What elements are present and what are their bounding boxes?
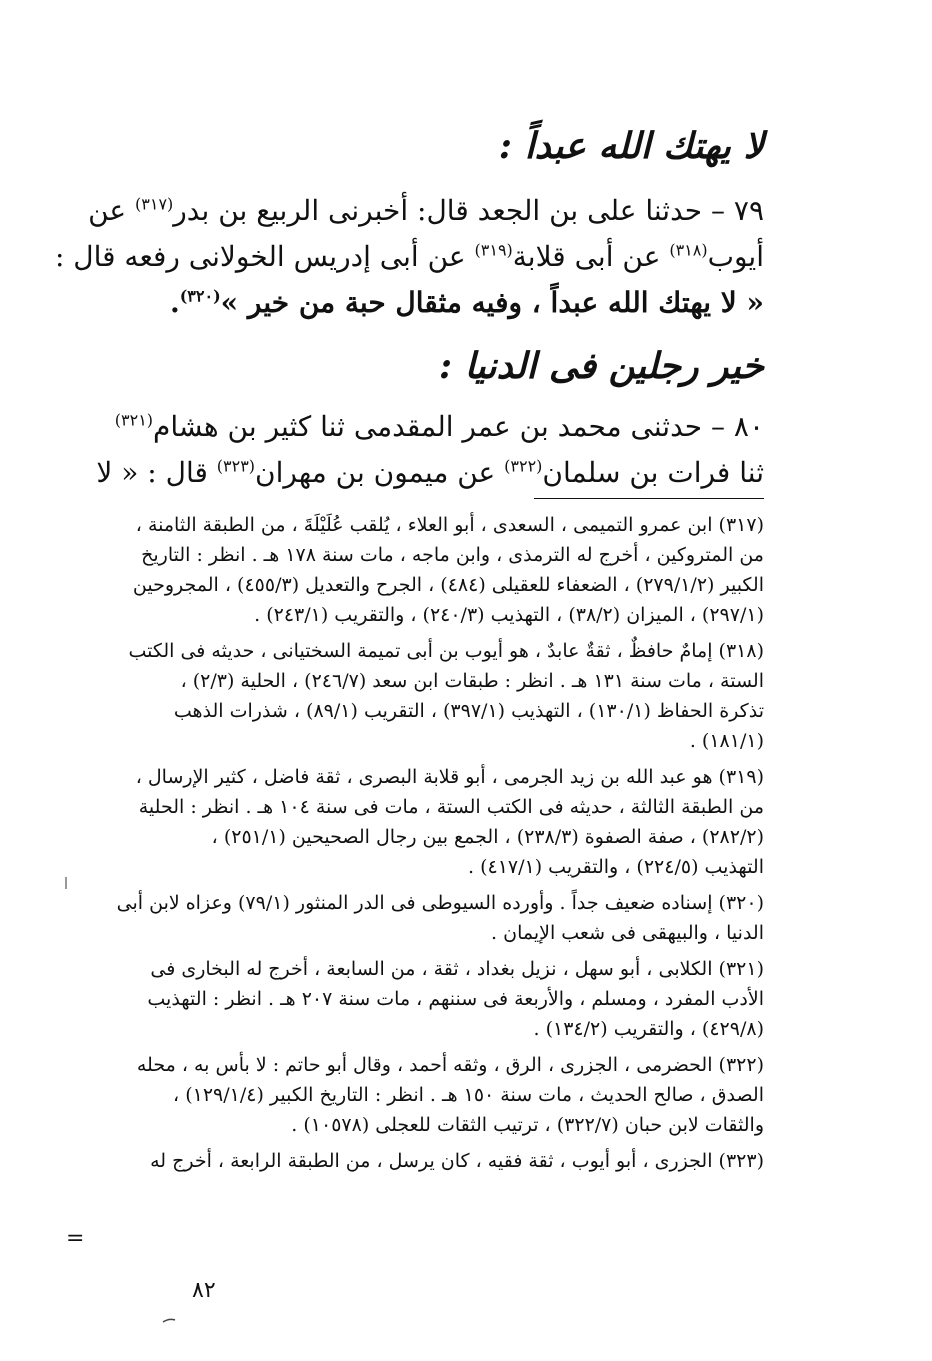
footnote-ref-318[interactable]: (٣١٨): [669, 240, 708, 260]
footnote-line: (٣٢١) الكلابى ، أبو سهل ، نزيل بغداد ، ثقة ، من السابعة ، أخرج له البخارى فى: [150, 958, 764, 980]
scan-speck: [163, 1319, 175, 1322]
footnote-line: (٣٢٠) إسناده ضعيف جداً . وأورده السيوطى فى الدر المنثور (٧٩/١) وعزاه لابن أبى: [116, 892, 764, 914]
section-heading-1: لا يهتك الله عبداً :: [498, 125, 764, 167]
footnote-line: من الطبقة الثالثة ، حديثه فى الكتب الستة ، مات فى سنة ١٠٤ هـ . انظر : الحلية: [138, 796, 764, 818]
footnote-ref-323[interactable]: (٣٢٣): [216, 456, 256, 476]
footnote-ref-321[interactable]: (٣٢١): [114, 410, 154, 430]
footnote-line: التهذيب (٢٢٤/٥) ، والتقريب (٤١٧/١) .: [468, 856, 764, 878]
footnote-line: تذكرة الحفاظ (١٣٠/١) ، التهذيب (٣٩٧/١) ، التقريب (٨٩/١) ، شذرات الذهب: [173, 700, 764, 722]
footnote-line: الأدب المفرد ، ومسلم ، والأربعة فى سننهم ، مات سنة ٢٠٧ هـ . انظر : التهذيب: [147, 988, 764, 1010]
hadith-79-quote: « لا يهتك الله عبداً ، وفيه مثقال حبة من خير »$^{(٣٢٠)}$.: [169, 286, 764, 319]
footnote-line: (٣١٨) إمامٌ حافظٌ ، ثقةٌ عابدٌ ، هو أيوب بن أبى تميمة السختيانى ، حديثه فى الكتب: [128, 640, 764, 662]
footnote-ref-320[interactable]: (٣٢٠): [179, 286, 221, 306]
footnote-line: (٣٢٢) الحضرمى ، الجزرى ، الرق ، وثقه أحمد ، وقال أبو حاتم : لا بأس به ، محله: [136, 1054, 764, 1076]
footnote-line: (٣١٧) ابن عمرو التميمى ، السعدى ، أبو العلاء ، يُلقب عُلَيْلَةَ ، من الطبقة الثامنة ،: [135, 514, 764, 536]
footnote-line: والثقات لابن حبان (٣٢٢/٧) ، ترتيب الثقات للعجلى (١٠٥٧٨) .: [291, 1114, 764, 1136]
hadith-79-line-1: ٧٩ – حدثنا على بن الجعد قال: أخبرنى الربيع بن بدر$^{(٣١٧)}$ عن: [88, 194, 764, 227]
footnote-line: (٢٩٧/١) ، الميزان (٣٨/٢) ، التهذيب (٢٤٠/٣) ، والتقريب (٢٤٣/١) .: [254, 604, 764, 626]
footnote-line: (١٨١/١) .: [689, 730, 764, 752]
footnote-line: (٤٢٩/٨) ، والتقريب (١٣٤/٢) .: [533, 1018, 764, 1040]
footnote-line: الستة ، مات سنة ١٣١ هـ . انظر : طبقات ابن سعد (٢٤٦/٧) ، الحلية (٢/٣) ،: [180, 670, 764, 692]
footnote-ref-317[interactable]: (٣١٧): [135, 194, 174, 214]
footnote-line: الصدق ، صالح الحديث ، مات سنة ١٥٠ هـ . انظر : التاريخ الكبير (١٢٩/١/٤) ،: [173, 1084, 764, 1106]
footnote-line: (٢٨٢/٢) ، صفة الصفوة (٢٣٨/٣) ، الجمع بين رجال الصحيحين (٢٥١/١) ،: [211, 826, 764, 848]
hadith-79-line-2: أيوب$^{(٣١٨)}$ عن أبى قلابة$^{(٣١٩)}$ عن أبى إدريس الخولانى رفعه قال :: [54, 240, 764, 273]
hadith-80-line-1: ٨٠ – حدثنى محمد بن عمر المقدمى ثنا كثير بن هشام$^{(٣٢١)}$: [114, 410, 764, 443]
footnote-line: (٣١٩) هو عبد الله بن زيد الجرمى ، أبو قلابة البصرى ، ثقة فاضل ، كثير الإرسال ،: [135, 766, 764, 788]
continuation-mark: =: [66, 1226, 85, 1251]
footnote-line: الدنيا ، والبيهقى فى شعب الإيمان .: [491, 922, 764, 944]
footnote-line: (٣٢٣) الجزرى ، أبو أيوب ، ثقة فقيه ، كان يرسل ، من الطبقة الرابعة ، أخرج له: [150, 1150, 764, 1172]
section-heading-2: خير رجلين فى الدنيا :: [438, 345, 764, 387]
page-number: ٨٢: [192, 1278, 216, 1303]
footnote-ref-322[interactable]: (٣٢٢): [504, 456, 543, 476]
hadith-80-line-2: ثنا فرات بن سلمان$^{(٣٢٢)}$ عن ميمون بن مهران$^{(٣٢٣)}$ قال : « لا: [96, 456, 764, 489]
footnote-line: من المتروكين ، أخرج له الترمذى ، وابن ماجه ، مات سنة ١٧٨ هـ . انظر : التاريخ: [141, 544, 764, 566]
footnote-line: الكبير (٢٧٩/١/٢) ، الضعفاء للعقيلى (٤٨٤) ، الجرح والتعديل (٤٥٥/٣) ، المجروحين: [132, 574, 764, 596]
footnote-ref-319[interactable]: (٣١٩): [474, 240, 513, 260]
